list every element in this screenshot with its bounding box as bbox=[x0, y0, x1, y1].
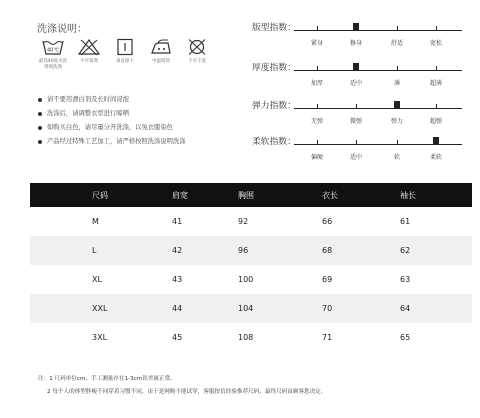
cell-sleeve: 61 bbox=[400, 217, 411, 226]
scale-tick bbox=[356, 140, 357, 144]
header-length: 衣长 bbox=[292, 183, 372, 207]
no-bleach-icon bbox=[77, 38, 101, 56]
cell-length: 66 bbox=[322, 217, 333, 226]
scale-marker bbox=[433, 137, 439, 144]
elasticity-index-scale bbox=[252, 98, 470, 132]
scale-line bbox=[294, 144, 462, 145]
scale-label: 弹力指数： bbox=[252, 101, 296, 111]
no-dryclean-icon-group bbox=[180, 38, 214, 65]
iron-medium-icon-group bbox=[144, 38, 178, 65]
table-row bbox=[30, 265, 472, 294]
scale-option: 适中 bbox=[349, 80, 363, 87]
footnote-fit-advice: 2 每个人的体型胖瘦不同穿着习惯不同，由于是网购不能试穿，客服按信经验推荐尺码，最终尺码由顾客您决定。 bbox=[47, 389, 327, 395]
table-row bbox=[30, 236, 472, 265]
cell-chest: 100 bbox=[238, 275, 254, 284]
cell-shoulder: 42 bbox=[130, 236, 208, 265]
thickness-index-scale bbox=[252, 60, 470, 94]
scale-line bbox=[294, 70, 462, 71]
softness-index-scale bbox=[252, 134, 470, 168]
cell-size: M bbox=[92, 217, 99, 226]
scale-option: 紧身 bbox=[310, 40, 324, 47]
scale-tick bbox=[436, 26, 437, 30]
scale-tick bbox=[436, 104, 437, 108]
header-sleeve: 袖长 bbox=[372, 183, 472, 207]
scale-option: 舒适 bbox=[390, 40, 404, 47]
table-row bbox=[30, 294, 472, 323]
care-note: 请不要用漂白剂及长时间浸泡 bbox=[38, 93, 248, 107]
scale-option: 宽松 bbox=[429, 40, 443, 47]
cell-size: 3XL bbox=[92, 333, 108, 342]
care-note: 洗涤后，请调整衣型进行晾晒 bbox=[38, 107, 248, 121]
scale-marker bbox=[353, 63, 359, 70]
no-dryclean-icon bbox=[185, 38, 209, 56]
cell-size: XXL bbox=[30, 294, 130, 323]
scale-option: 超弹 bbox=[429, 118, 443, 125]
fit-index-scale bbox=[252, 20, 470, 54]
cell-chest: 108 bbox=[238, 333, 254, 342]
scale-tick bbox=[317, 140, 318, 144]
cell-size: XL bbox=[92, 275, 102, 284]
hang-dry-icon bbox=[113, 38, 137, 56]
hang-dry-caption: 垂直晾干 bbox=[116, 59, 134, 64]
footnote-measurement: 注：1 尺码单位cm，手工测量存在1-3cm误差属正常。 bbox=[38, 376, 176, 382]
header-size: 尺码 bbox=[30, 183, 130, 207]
scale-tick bbox=[397, 26, 398, 30]
care-notes-list bbox=[38, 93, 248, 149]
care-note: 产品经过特殊工艺加工，请严格按照洗涤说明洗涤 bbox=[38, 135, 248, 149]
wash-caption: 最高40度水洗 bbox=[38, 59, 68, 64]
care-note: 如购买白色，请尽量分开洗涤，以免衣服染色 bbox=[38, 121, 248, 135]
cell-length: 68 bbox=[292, 236, 372, 265]
cell-shoulder: 43 bbox=[172, 275, 183, 284]
scale-tick bbox=[397, 66, 398, 70]
cell-chest: 96 bbox=[208, 236, 292, 265]
scale-line bbox=[294, 108, 462, 109]
care-icons-row bbox=[36, 38, 216, 88]
cell-sleeve: 64 bbox=[372, 294, 472, 323]
wash-40-icon-group bbox=[36, 38, 70, 71]
scale-tick bbox=[397, 140, 398, 144]
cell-length: 70 bbox=[292, 294, 372, 323]
scale-marker bbox=[353, 23, 359, 30]
header-shoulder: 肩宽 bbox=[130, 183, 208, 207]
scale-marker bbox=[394, 101, 400, 108]
wash-temperature: 40℃ bbox=[47, 47, 59, 54]
scale-tick bbox=[356, 104, 357, 108]
size-chart-table bbox=[30, 183, 472, 352]
scale-option: 超薄 bbox=[429, 80, 443, 87]
header-chest: 胸围 bbox=[208, 183, 292, 207]
cell-chest: 104 bbox=[208, 294, 292, 323]
scale-label: 版型指数： bbox=[252, 23, 296, 33]
cell-sleeve: 62 bbox=[372, 236, 472, 265]
iron-caption: 中温熨烫 bbox=[152, 59, 170, 64]
scale-option: 加厚 bbox=[310, 80, 324, 87]
no-bleach-icon-group bbox=[72, 38, 106, 65]
scale-line bbox=[294, 30, 462, 31]
no-bleach-caption: 不可氯漂 bbox=[80, 59, 98, 64]
no-dryclean-caption: 不可干洗 bbox=[188, 59, 206, 64]
scale-option: 软 bbox=[393, 154, 401, 161]
scale-tick bbox=[317, 104, 318, 108]
scale-tick bbox=[317, 26, 318, 30]
size-table-header bbox=[30, 183, 472, 207]
cell-shoulder: 44 bbox=[130, 294, 208, 323]
scale-option: 柔软 bbox=[429, 154, 443, 161]
table-row bbox=[30, 323, 472, 352]
wash-caption-2: 常规洗涤 bbox=[44, 65, 62, 70]
cell-chest: 92 bbox=[238, 217, 249, 226]
scale-option: 微弹 bbox=[349, 118, 363, 125]
cell-shoulder: 45 bbox=[172, 333, 183, 342]
scale-label: 柔软指数： bbox=[252, 137, 296, 147]
cell-length: 69 bbox=[322, 275, 333, 284]
cell-sleeve: 63 bbox=[400, 275, 411, 284]
wash-40-icon bbox=[41, 38, 65, 56]
scale-label: 厚度指数： bbox=[252, 63, 296, 73]
scale-option: 薄 bbox=[393, 80, 401, 87]
cell-shoulder: 41 bbox=[172, 217, 183, 226]
cell-sleeve: 65 bbox=[400, 333, 411, 342]
cell-size: L bbox=[30, 236, 130, 265]
scale-tick bbox=[436, 66, 437, 70]
scale-option: 适中 bbox=[349, 154, 363, 161]
cell-length: 71 bbox=[322, 333, 333, 342]
table-row bbox=[30, 207, 472, 236]
scale-option: 弹力 bbox=[390, 118, 404, 125]
scale-option: 无弹 bbox=[310, 118, 324, 125]
iron-medium-icon bbox=[149, 38, 173, 56]
scale-option: 修身 bbox=[349, 40, 363, 47]
scale-tick bbox=[317, 66, 318, 70]
scale-option: 偏硬 bbox=[310, 154, 324, 161]
hang-dry-icon-group bbox=[108, 38, 142, 65]
care-instructions-title: 洗涤说明： bbox=[37, 24, 87, 35]
